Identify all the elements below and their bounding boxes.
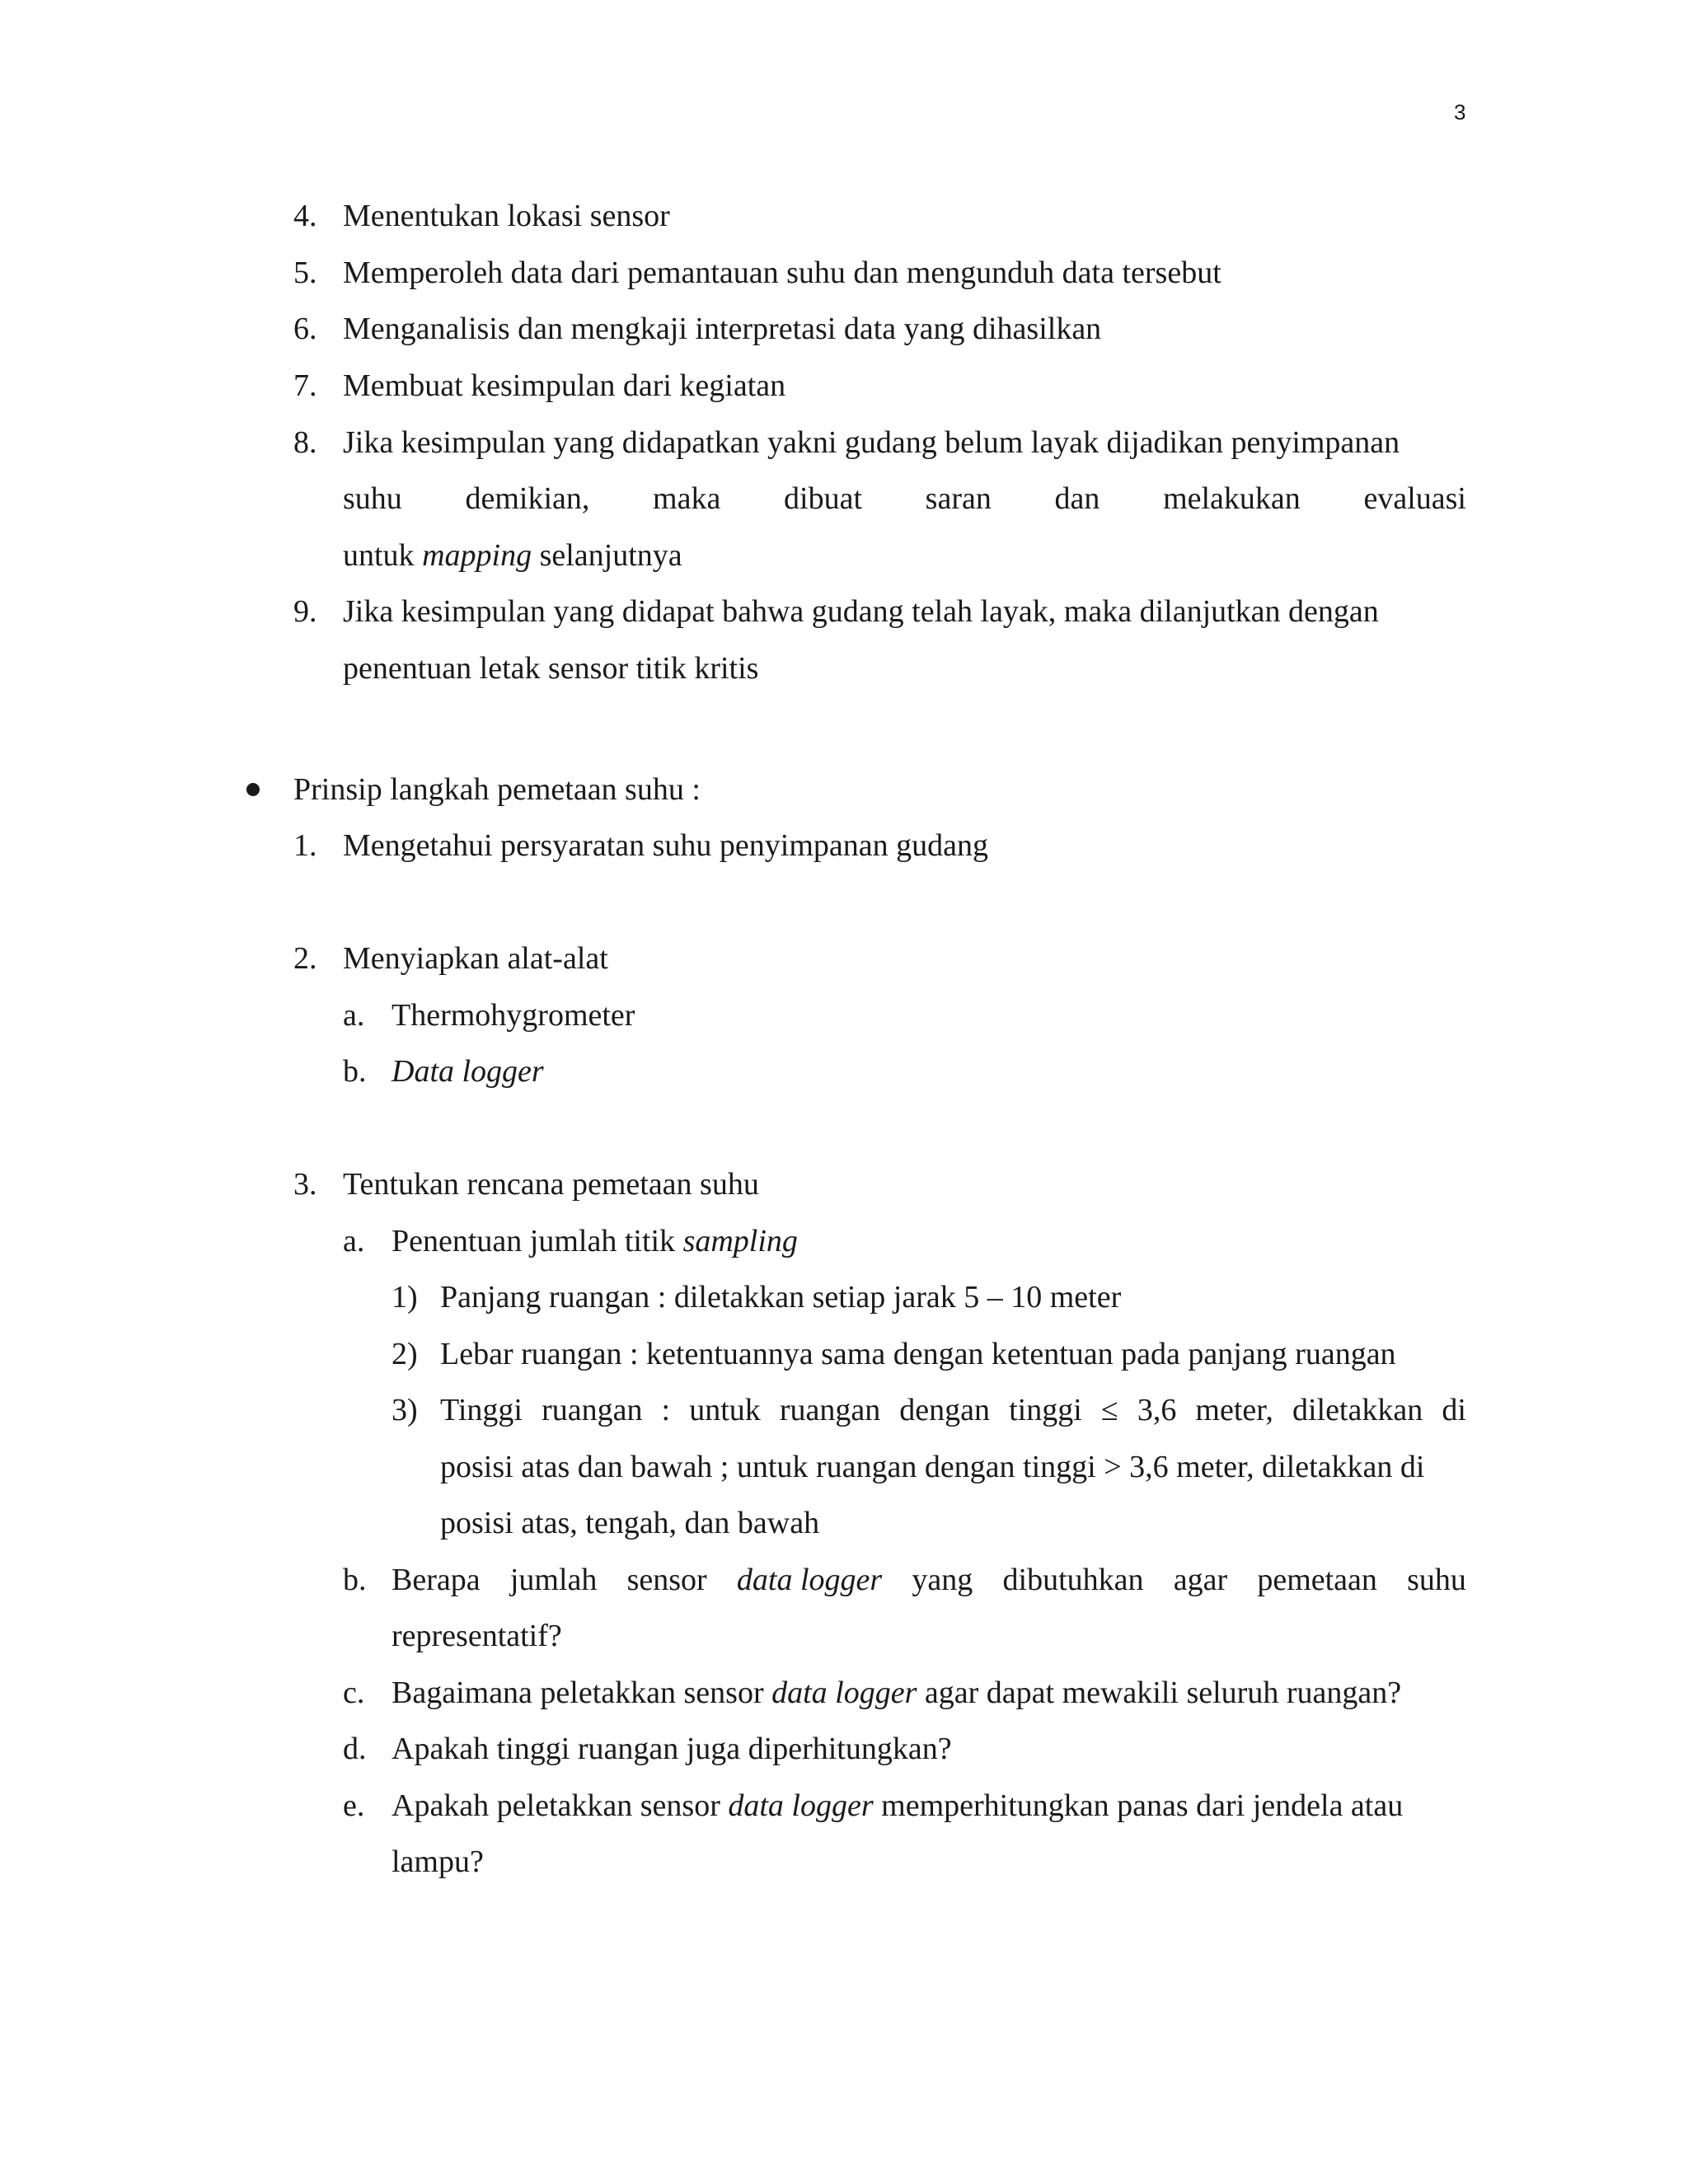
section-heading: Prinsip langkah pemetaan suhu : xyxy=(293,772,701,807)
list-number: 6. xyxy=(293,312,317,346)
word: sensor xyxy=(626,1563,707,1597)
sub-list-letter: b. xyxy=(343,1563,367,1597)
list-text: Tentukan rencana pemetaan suhu xyxy=(343,1167,759,1202)
word: Tinggi xyxy=(440,1393,523,1427)
list-text-continuation: penentuan letak sensor titik kritis xyxy=(343,651,759,686)
italic-term: mapping xyxy=(422,538,532,573)
list-text: Jika kesimpulan yang didapat bahwa gudang telah layak, maka dilanjutkan dengan xyxy=(343,594,1379,629)
word: maka xyxy=(653,481,721,516)
list-text: Menganalisis dan mengkaji interpretasi data yang dihasilkan xyxy=(343,312,1102,346)
nested-list-continuation: posisi atas dan bawah ; untuk ruangan dengan tinggi > 3,6 meter, diletakkan di xyxy=(440,1450,1425,1484)
sub-list-text: Penentuan jumlah titik sampling xyxy=(392,1224,798,1258)
list-number: 9. xyxy=(293,594,317,629)
italic-term: data logger xyxy=(736,1563,883,1597)
list-text: Membuat kesimpulan dari kegiatan xyxy=(343,368,786,403)
italic-term: sampling xyxy=(682,1224,798,1258)
bullet-icon xyxy=(246,783,260,796)
sub-list-text: Apakah peletakkan sensor data logger memperhitungkan panas dari jendela atau xyxy=(392,1788,1404,1823)
word: evaluasi xyxy=(1363,481,1466,516)
sub-list-continuation: lampu? xyxy=(392,1844,484,1879)
list-text: Memperoleh data dari pemantauan suhu dan mengunduh data tersebut xyxy=(343,255,1221,290)
word: ≤ xyxy=(1100,1393,1118,1427)
sub-list-letter: d. xyxy=(343,1732,367,1766)
list-text: Jika kesimpulan yang didapatkan yakni gudang belum layak dijadikan penyimpanan xyxy=(343,425,1400,460)
word: saran xyxy=(925,481,992,516)
list-number: 4. xyxy=(293,199,317,233)
list-text-continuation xyxy=(343,477,1466,520)
word: : xyxy=(661,1393,671,1427)
sub-list-letter: a. xyxy=(343,998,365,1033)
list-text: Mengetahui persyaratan suhu penyimpanan gudang xyxy=(343,828,988,863)
word: diletakkan xyxy=(1292,1393,1423,1427)
list-text: Menyiapkan alat-alat xyxy=(343,941,608,976)
nested-list-text: Panjang ruangan : diletakkan setiap jarak 5 – 10 meter xyxy=(440,1280,1122,1315)
nested-list-text: Lebar ruangan : ketentuannya sama dengan ketentuan pada panjang ruangan xyxy=(440,1337,1396,1371)
sub-list-text: Data logger xyxy=(392,1054,544,1089)
sub-list-text: Thermohygrometer xyxy=(392,998,635,1033)
word: 3,6 xyxy=(1137,1393,1177,1427)
list-number: 7. xyxy=(293,368,317,403)
word: pemetaan xyxy=(1257,1563,1377,1597)
word: dibuat xyxy=(784,481,862,516)
word: dengan xyxy=(899,1393,991,1427)
nested-list-number: 1) xyxy=(392,1280,418,1315)
word: suhu xyxy=(343,481,402,516)
nested-list-number: 2) xyxy=(392,1337,418,1371)
word: agar xyxy=(1173,1563,1228,1597)
word: suhu xyxy=(1407,1563,1466,1597)
word: dan xyxy=(1054,481,1100,516)
sub-list-letter: b. xyxy=(343,1054,367,1089)
sub-list-letter: e. xyxy=(343,1788,365,1823)
italic-term: data logger xyxy=(728,1788,874,1823)
word: dibutuhkan xyxy=(1002,1563,1144,1597)
nested-list-number: 3) xyxy=(392,1393,418,1427)
justified-line xyxy=(440,1389,1466,1432)
sub-list-letter: c. xyxy=(343,1675,365,1710)
justified-line xyxy=(392,1558,1466,1601)
sub-list-letter: a. xyxy=(343,1224,365,1258)
justified-line xyxy=(343,477,1466,520)
list-text-continuation: untuk mapping selanjutnya xyxy=(343,538,682,573)
sub-list-text: Bagaimana peletakkan sensor data logger agar dapat mewakili seluruh ruangan? xyxy=(392,1675,1402,1710)
list-number: 1. xyxy=(293,828,317,863)
list-number: 3. xyxy=(293,1167,317,1202)
word: ruangan xyxy=(779,1393,881,1427)
page-number: 3 xyxy=(1454,100,1466,124)
sub-list-text: Apakah tinggi ruangan juga diperhitungkan? xyxy=(392,1732,952,1766)
sub-list-continuation: representatif? xyxy=(392,1619,562,1653)
nested-list-continuation: posisi atas, tengah, dan bawah xyxy=(440,1506,820,1540)
word: ruangan xyxy=(542,1393,643,1427)
word: tinggi xyxy=(1009,1393,1082,1427)
italic-term: data logger xyxy=(771,1675,917,1710)
word: jumlah xyxy=(509,1563,598,1597)
word: untuk xyxy=(689,1393,761,1427)
word: meter, xyxy=(1195,1393,1273,1427)
word: demikian, xyxy=(465,481,590,516)
list-text: Menentukan lokasi sensor xyxy=(343,199,670,233)
word: di xyxy=(1442,1393,1466,1427)
list-number: 8. xyxy=(293,425,317,460)
list-number: 5. xyxy=(293,255,317,290)
list-number: 2. xyxy=(293,941,317,976)
word: yang xyxy=(912,1563,973,1597)
word: Berapa xyxy=(392,1563,481,1597)
word: melakukan xyxy=(1163,481,1301,516)
